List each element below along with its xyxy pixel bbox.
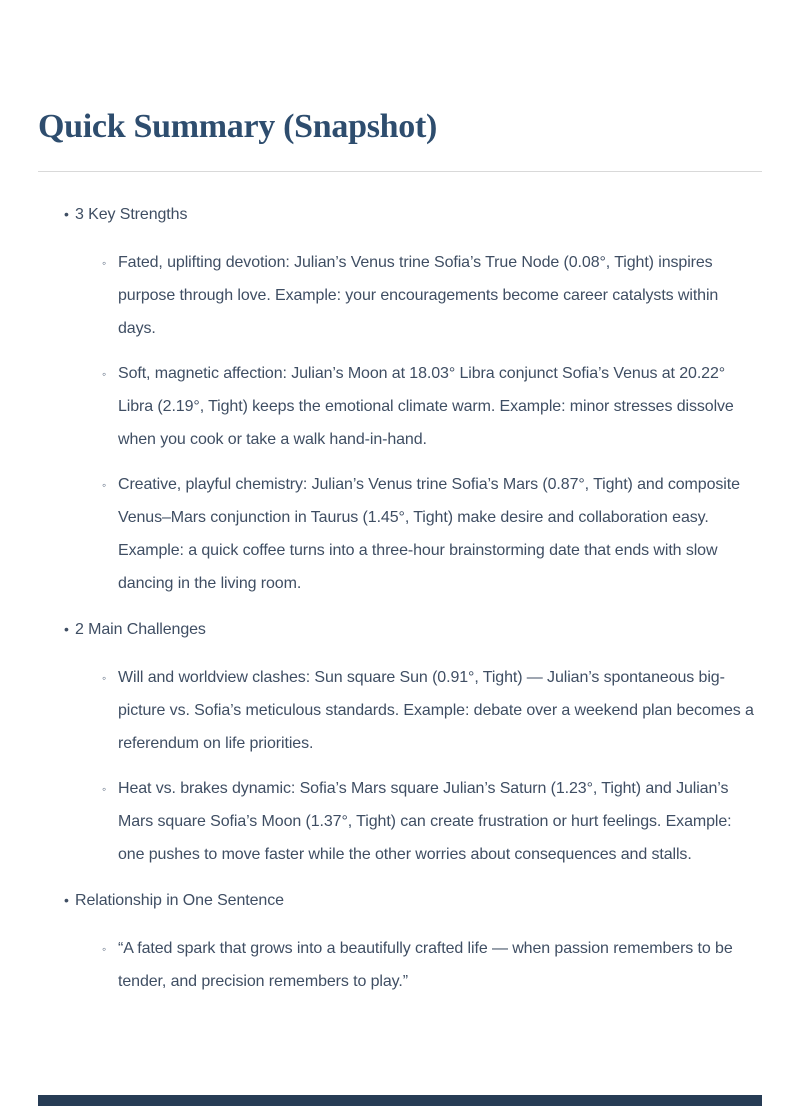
- key-strengths-sublist: [38, 246, 762, 600]
- title-divider: [38, 171, 762, 172]
- list-item-challenge-2: ◦ Heat vs. brakes dynamic: Sofia’s Mars square Julian’s Saturn (1.23°, Tight) and Julian’s Mars square Sofia’s Moon (1.37°, Tight) can create frustration or hurt feelings. Example: one pushes to move faster while the other worries about consequences and stalls.: [118, 772, 760, 871]
- section-one-sentence: [38, 884, 762, 998]
- list-item-strength-1: ◦ Fated, uplifting devotion: Julian’s Venus trine Sofia’s True Node (0.08°, Tight) inspires purpose through love. Example: your encouragements become career catalysts within days.: [118, 246, 760, 345]
- document-page: [0, 106, 800, 1106]
- one-sentence-sublist: [38, 932, 762, 998]
- section-label-key-strengths: • 3 Key Strengths: [75, 198, 762, 231]
- list-item-strength-3: ◦ Creative, playful chemistry: Julian’s Venus trine Sofia’s Mars (0.87°, Tight) and composite Venus–Mars conjunction in Taurus (1.45°, Tight) make desire and collaboration easy. Example: a quick coffee turns into a three-hour brainstorming date that ends with slow dancing in the living room.: [118, 468, 760, 600]
- main-challenges-sublist: [38, 661, 762, 871]
- next-section-top-edge: [38, 1095, 762, 1106]
- list-item-challenge-1: ◦ Will and worldview clashes: Sun square Sun (0.91°, Tight) — Julian’s spontaneous big-picture vs. Sofia’s meticulous standards. Example: debate over a weekend plan becomes a referendum on life priorities.: [118, 661, 760, 760]
- summary-list: [38, 198, 762, 998]
- list-item-strength-2: ◦ Soft, magnetic affection: Julian’s Moon at 18.03° Libra conjunct Sofia’s Venus at 20.22° Libra (2.19°, Tight) keeps the emotional climate warm. Example: minor stresses dissolve when you cook or take a walk hand-in-hand.: [118, 357, 760, 456]
- section-label-main-challenges: • 2 Main Challenges: [75, 613, 762, 646]
- page-title: Quick Summary (Snapshot): [38, 108, 437, 145]
- list-item-one-sentence-quote: ◦ “A fated spark that grows into a beautifully crafted life — when passion remembers to be tender, and precision remembers to play.”: [118, 932, 760, 998]
- section-label-one-sentence: • Relationship in One Sentence: [75, 884, 762, 917]
- section-key-strengths: [38, 198, 762, 600]
- section-main-challenges: [38, 613, 762, 871]
